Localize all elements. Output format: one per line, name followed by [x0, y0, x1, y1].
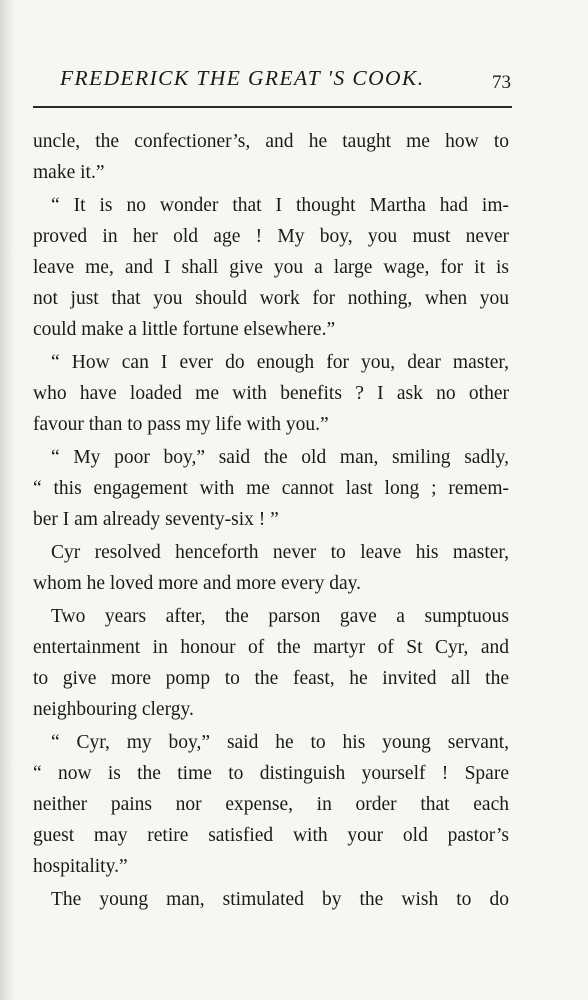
- paragraph: [33, 884, 509, 915]
- text-line: make it.”: [33, 162, 105, 183]
- text-line: ber I am already seventy-six ! ”: [33, 509, 279, 530]
- text-line: “ Cyr, my boy,” said he to his young servant,: [51, 732, 509, 753]
- header-rule: [33, 106, 512, 108]
- text-line: to give more pomp to the feast, he invited all the: [33, 668, 509, 689]
- text-line: “ this engagement with me cannot last long ; remem-: [33, 478, 509, 499]
- paragraph: [33, 727, 509, 882]
- text-line: who have loaded me with benefits ? I ask no other: [33, 383, 509, 404]
- text-line: proved in her old age ! My boy, you must never: [33, 226, 509, 247]
- body-text: [33, 126, 509, 915]
- text-line: “ now is the time to distinguish yourself ! Spare: [33, 763, 509, 784]
- text-line: Cyr resolved henceforth never to leave his master,: [51, 542, 509, 563]
- text-line: hospitality.”: [33, 856, 128, 877]
- text-line: “ My poor boy,” said the old man, smiling sadly,: [51, 447, 509, 468]
- text-line: leave me, and I shall give you a large wage, for it is: [33, 257, 509, 278]
- gutter-shadow: [0, 0, 14, 1000]
- page-header: [33, 64, 511, 96]
- paragraph: [33, 537, 509, 599]
- paragraph: [33, 601, 509, 725]
- text-line: neighbouring clergy.: [33, 699, 194, 720]
- running-head: FREDERICK THE GREAT 'S COOK.: [60, 66, 425, 90]
- text-line: uncle, the confectioner’s, and he taught me how to: [33, 131, 509, 152]
- text-line: whom he loved more and more every day.: [33, 573, 361, 594]
- text-line: could make a little fortune elsewhere.”: [33, 319, 336, 340]
- paragraph: [33, 347, 509, 440]
- paragraph: [33, 126, 509, 188]
- text-line: entertainment in honour of the martyr of St Cyr, and: [33, 637, 509, 658]
- text-line: Two years after, the parson gave a sumptuous: [51, 606, 509, 627]
- page-number: 73: [492, 72, 511, 93]
- text-line: “ It is no wonder that I thought Martha had im-: [51, 195, 509, 216]
- text-line: favour than to pass my life with you.”: [33, 414, 329, 435]
- paragraph: [33, 190, 509, 345]
- text-line: “ How can I ever do enough for you, dear master,: [51, 352, 509, 373]
- text-line: The young man, stimulated by the wish to do: [51, 889, 509, 910]
- paragraph: [33, 442, 509, 535]
- text-line: neither pains nor expense, in order that each: [33, 794, 509, 815]
- text-line: guest may retire satisfied with your old pastor’s: [33, 825, 509, 846]
- text-line: not just that you should work for nothing, when you: [33, 288, 509, 309]
